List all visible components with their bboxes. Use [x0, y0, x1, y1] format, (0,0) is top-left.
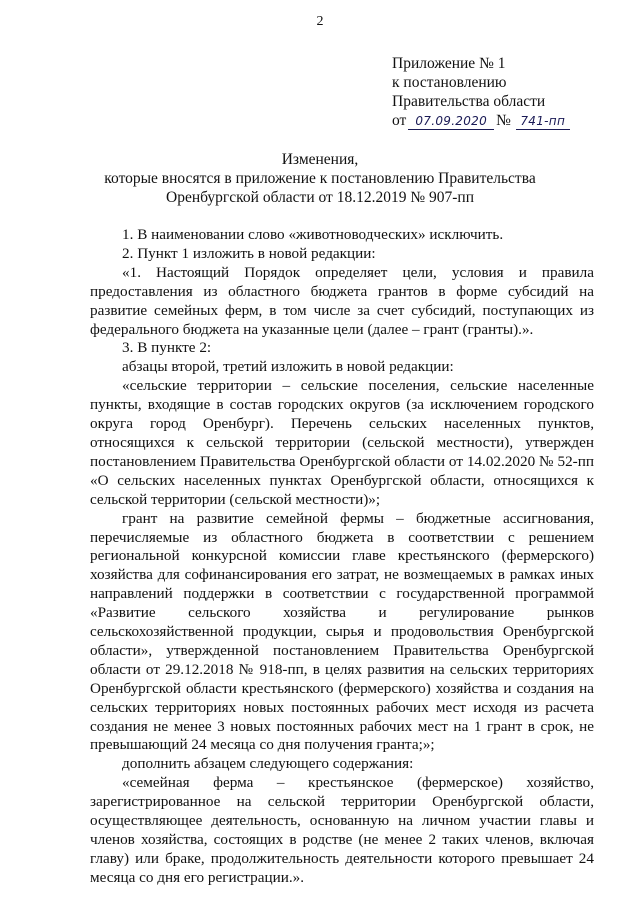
title-line: Изменения, — [281, 151, 359, 168]
appendix-line: Правительства области — [392, 93, 546, 110]
document-body — [90, 226, 594, 888]
paragraph: 1. В наименовании слово «животноводческих» исключить. — [122, 226, 504, 243]
paragraph: дополнить абзацем следующего содержания: — [122, 755, 414, 773]
appendix-line: Приложение № 1 — [392, 55, 506, 72]
handwritten-date: 07.09.2020 — [410, 112, 492, 131]
paragraph: «семейная ферма – крестьянское (фермерское) хозяйство, зарегистрированное на сельской территории Оренбургской области, осуществляющее деятельность, основанную на личном участии главы и членов хозяйства, состоящих в родстве (не менее 2 таких членов, включая главу) или браке, продолжительность деятельности которого превышает 24 месяца со дня его регистрации.». — [90, 774, 594, 886]
title-line: которые вносятся в приложение к постановлению Правительства — [104, 170, 536, 187]
appendix-date-line — [392, 111, 568, 131]
paragraph: абзацы второй, третий изложить в новой редакции: — [122, 358, 454, 376]
paragraph: 3. В пункте 2: — [122, 339, 212, 357]
title-line: Оренбургской области от 18.12.2019 № 907-пп — [166, 189, 474, 206]
number-prefix: № — [496, 112, 511, 129]
date-prefix: от — [392, 112, 407, 129]
paragraph: «сельские территории – сельские поселения, сельские населенные пункты, входящие в состав городских округов (за исключением городского округа город Оренбург). Перечень сельских населенных пунктов, относящихся к сельской территории (сельской местности), утвержден постановлением Правительства Оренбургской области от 14.02.2020 № 52-пп «О сельских населенных пунктах Оренбургской области, относящихся к сельской территории (сельской местности)»; — [90, 377, 594, 508]
paragraph: грант на развитие семейной фермы – бюджетные ассигнования, перечисляемые из областного бюджета в соответствии с решением региональной конкурсной комиссии главе крестьянского (фермерского) хозяйства для софинансирования его затрат, не возмещаемых в рамках иных направлений поддержки в соответствии с государственной программой «Развитие сельского хозяйства и регулирование рынков сельскохозяйственной продукции, сырья и продовольствия Оренбургской области», утвержденной постановлением Правительства Оренбургской области от 29.12.2018 № 918-пп, в целях развития на сельских территориях Оренбургской области крестьянского (фермерского) хозяйства и создания на сельских территориях новых постоянных рабочих мест исходя из расчета создания не менее 3 новых постоянных рабочих мест на 1 грант в срок, не превышающий 24 месяца со дня получения гранта;»; — [90, 509, 594, 754]
appendix-header — [392, 54, 568, 131]
paragraph: «1. Настоящий Порядок определяет цели, условия и правила предоставления из областного бюджета грантов в форме субсидий на развитие семейных ферм, в том числе за счет субсидий, поступающих из федерального бюджета на указанные цели (далее – грант (гранты).». — [90, 263, 594, 338]
handwritten-number: 741-пп — [518, 112, 568, 131]
appendix-line: к постановлению — [392, 74, 507, 91]
page-number: 2 — [316, 14, 324, 29]
document-title — [60, 150, 580, 207]
paragraph: 2. Пункт 1 изложить в новой редакции: — [122, 244, 376, 262]
